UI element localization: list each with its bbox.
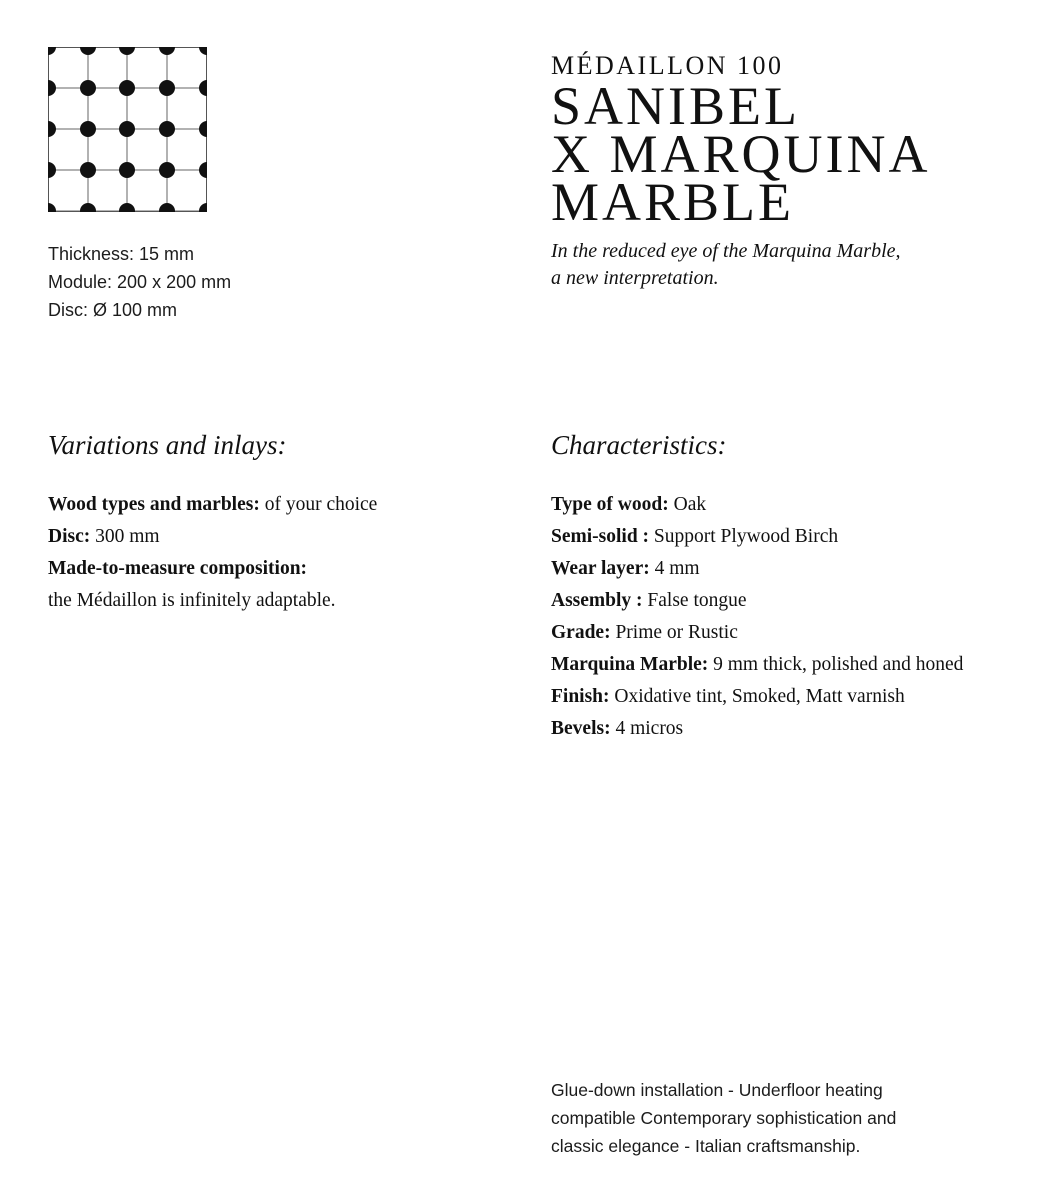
list-item: Semi-solid : Support Plywood Birch	[551, 526, 839, 547]
variations-heading: Variations and inlays:	[48, 430, 287, 460]
list-item: Wear layer: 4 mm	[551, 558, 700, 579]
pattern-disc	[119, 80, 135, 96]
list-item: Wood types and marbles: of your choice	[48, 494, 378, 515]
list-item: the Médaillon is infinitely adaptable.	[48, 590, 336, 611]
tagline	[551, 238, 901, 292]
list-item: Bevels: 4 micros	[551, 718, 684, 739]
specifications	[48, 240, 231, 324]
list-item: Assembly : False tongue	[551, 590, 747, 611]
title-line: X MARQUINA	[551, 124, 931, 184]
pattern-disc	[159, 121, 175, 137]
disc-spec: Disc: Ø 100 mm	[48, 300, 178, 320]
product-title	[551, 76, 931, 232]
pattern-disc	[159, 80, 175, 96]
tagline-line: a new interpretation.	[551, 267, 719, 289]
list-item: Finish: Oxidative tint, Smoked, Matt varnish	[551, 686, 905, 707]
list-item: Grade: Prime or Rustic	[551, 622, 738, 643]
pattern-disc	[80, 162, 96, 178]
thickness-spec: Thickness: 15 mm	[48, 244, 195, 264]
collection-name: MÉDAILLON 100	[551, 51, 784, 80]
footer-line: Glue-down installation - Underfloor heating	[551, 1080, 883, 1100]
list-item: Marquina Marble: 9 mm thick, polished and honed	[551, 654, 964, 675]
variations-list	[48, 489, 377, 617]
footer-line: classic elegance - Italian craftsmanship.	[551, 1136, 861, 1156]
list-item: Made-to-measure composition:	[48, 558, 308, 579]
title-line: SANIBEL	[551, 76, 800, 136]
characteristics-list	[551, 489, 963, 745]
pattern-disc	[80, 80, 96, 96]
pattern-disc	[119, 162, 135, 178]
tile-pattern-illustration	[48, 47, 207, 212]
pattern-disc	[159, 162, 175, 178]
module-spec: Module: 200 x 200 mm	[48, 272, 232, 292]
pattern-disc	[119, 121, 135, 137]
tagline-line: In the reduced eye of the Marquina Marble,	[551, 240, 901, 262]
pattern-disc	[80, 121, 96, 137]
title-line: MARBLE	[551, 172, 795, 232]
list-item: Type of wood: Oak	[551, 494, 707, 515]
footer-line: compatible Contemporary sophistication and	[551, 1108, 897, 1128]
installation-notes	[551, 1076, 951, 1160]
list-item: Disc: 300 mm	[48, 526, 160, 547]
characteristics-heading: Characteristics:	[551, 430, 727, 460]
